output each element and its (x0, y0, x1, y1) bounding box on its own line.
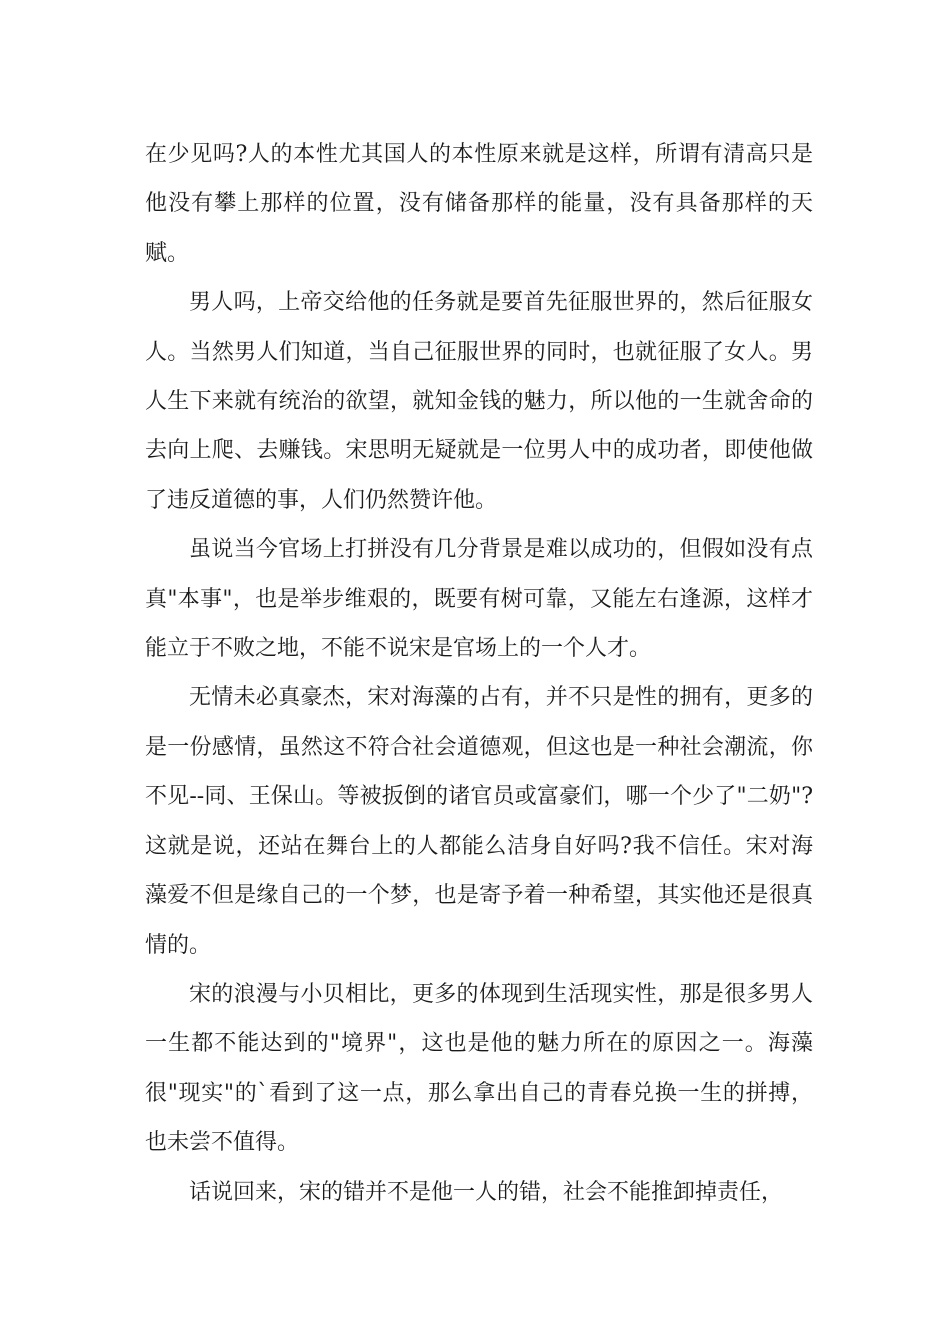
paragraph-1: 在少见吗?人的本性尤其国人的本性原来就是这样，所谓有清高只是他没有攀上那样的位置，没有储备那样的能量，没有具备那样的天赋。 (145, 142, 813, 266)
body-text (145, 130, 813, 1217)
paragraph-4: 无情未必真豪杰，宋对海藻的占有，并不只是性的拥有，更多的是一份感情，虽然这不符合社会道德观，但这也是一种社会潮流，你不见--同、王保山。等被扳倒的诸官员或富豪们，哪一个少了"二奶"?这就是说，还站在舞台上的人都能么洁身自好吗?我不信任。宋对海藻爱不但是缘自己的一个梦，也是寄予着一种希望，其实他还是很真情的。 (145, 685, 813, 958)
paragraph-3: 虽说当今官场上打拼没有几分背景是难以成功的，但假如没有点真"本事"，也是举步维艰的，既要有树可靠，又能左右逢源，这样才能立于不败之地，不能不说宋是官场上的一个人才。 (145, 537, 813, 662)
paragraph-2: 男人吗，上帝交给他的任务就是要首先征服世界的，然后征服女人。当然男人们知道，当自己征服世界的同时，也就征服了女人。男人生下来就有统治的欲望，就知金钱的魅力，所以他的一生就舍命的去向上爬、去赚钱。宋思明无疑就是一位男人中的成功者，即使他做了违反道德的事，人们仍然赞许他。 (145, 290, 813, 513)
paragraph-5: 宋的浪漫与小贝相比，更多的体现到生活现实性，那是很多男人一生都不能达到的"境界"，这也是他的魅力所在的原因之一。海藻很"现实"的`看到了这一点，那么拿出自己的青春兑换一生的拼搏，也未尝不值得。 (145, 981, 813, 1156)
paragraph-6: 话说回来，宋的错并不是他一人的错，社会不能推卸掉责任， (189, 1179, 784, 1205)
